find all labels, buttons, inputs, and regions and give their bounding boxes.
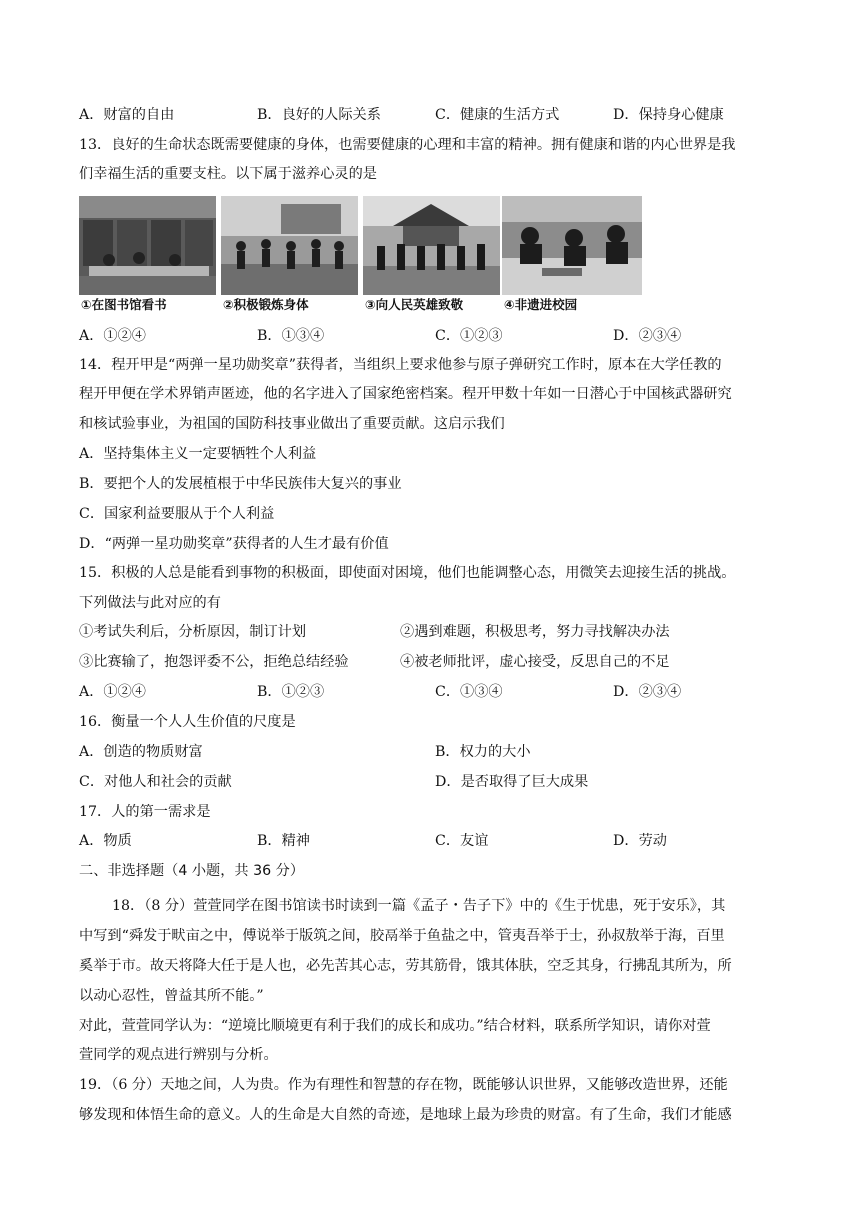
q14-option-c: C．国家利益要服从于个人利益 [79, 506, 275, 522]
q14-stem-line1: 14．程开甲是“两弹一星功勋奖章”获得者，当组织上要求他参与原子弹研究工作时，原本在大学任教的 [79, 357, 722, 373]
q17-option-d: D．劳动 [613, 833, 667, 849]
caption-exercise: ②积极锻炼身体 [221, 295, 358, 314]
q15-option-a: A．①②④ [79, 684, 146, 700]
q16-stem: 16．衡量一个人人生价值的尺度是 [79, 714, 296, 730]
q18-line1: 18．（8 分）萱萱同学在图书馆读书时读到一篇《孟子・告子下》中的《生于忧患，死于安乐》，其 [112, 898, 726, 914]
caption-heritage: ④非遗进校园 [502, 295, 642, 314]
q15-stem-line1: 15．积极的人总是能看到事物的积极面，即使面对困境，他们也能调整心态，用微笑去迎接生活的挑战。 [79, 565, 736, 581]
q16-option-b: B．权力的大小 [435, 744, 531, 760]
q19-line1: 19．（6 分）天地之间，人为贵。作为有理性和智慧的存在物，既能够认识世界，又能够改造世界，还能 [79, 1077, 728, 1093]
q13-option-a: A．①②④ [79, 328, 146, 344]
q18-line6: 萱同学的观点进行辨别与分析。 [79, 1047, 278, 1063]
q17-stem: 17．人的第一需求是 [79, 804, 211, 820]
q13-option-c: C．①②③ [435, 328, 503, 344]
q13-stem-line1: 13．良好的生命状态既需要健康的身体，也需要健康的心理和丰富的精神。拥有健康和谐的内心世界是我 [79, 137, 736, 153]
q12-option-a: A．财富的自由 [79, 107, 175, 123]
q13-option-d: D．②③④ [613, 328, 682, 344]
photo-heroes-tribute [363, 196, 500, 314]
q18-line3: 奚举于市。故天将降大任于是人也，必先苦其心志，劳其筋骨，饿其体肤，空乏其身，行拂乱其所为，所 [79, 958, 732, 974]
q15-option-b: B．①②③ [257, 684, 325, 700]
q15-stem-line2: 下列做法与此对应的有 [79, 595, 221, 611]
q14-option-d: D．“两弹一星功勋奖章”获得者的人生才最有价值 [79, 536, 389, 552]
q15-item-3: ③比赛输了，抱怨评委不公，拒绝总结经验 [79, 654, 349, 670]
photo-heritage-campus [502, 196, 642, 314]
q17-option-b: B．精神 [257, 833, 310, 849]
q15-option-c: C．①③④ [435, 684, 503, 700]
q16-option-d: D．是否取得了巨大成果 [435, 774, 589, 790]
q13-option-b: B．①③④ [257, 328, 325, 344]
q16-option-c: C．对他人和社会的贡献 [79, 774, 232, 790]
q16-option-a: A．创造的物质财富 [79, 744, 203, 760]
q13-stem-line2: 们幸福生活的重要支柱。以下属于滋养心灵的是 [79, 166, 377, 182]
caption-heroes: ③向人民英雄致敬 [363, 295, 500, 314]
photo-library-reading [79, 196, 216, 314]
q12-option-c: C．健康的生活方式 [435, 107, 560, 123]
q19-line2: 够发现和体悟生命的意义。人的生命是大自然的奇迹，是地球上最为珍贵的财富。有了生命，我们才能感 [79, 1107, 732, 1123]
q14-stem-line2: 程开甲便在学术界销声匿迹，他的名字进入了国家绝密档案。程开甲数十年如一日潜心于中国核武器研究 [79, 386, 732, 402]
q14-option-b: B．要把个人的发展植根于中华民族伟大复兴的事业 [79, 476, 402, 492]
q17-option-a: A．物质 [79, 833, 132, 849]
q15-item-4: ④被老师批评，虚心接受，反思自己的不足 [400, 654, 670, 670]
q18-line4: 以动心忍性，曾益其所不能。” [79, 988, 264, 1004]
q12-option-b: B．良好的人际关系 [257, 107, 381, 123]
q14-option-a: A．坚持集体主义一定要牺牲个人利益 [79, 446, 317, 462]
caption-library: ①在图书馆看书 [79, 295, 216, 314]
q12-option-d: D．保持身心健康 [613, 107, 724, 123]
q18-line2: 中写到“舜发于畎亩之中，傅说举于版筑之间，胶鬲举于鱼盐之中，管夷吾举于士，孙叔敖举于海，百里 [79, 928, 725, 944]
q17-option-c: C．友谊 [435, 833, 489, 849]
q18-line5: 对此，萱萱同学认为：“逆境比顺境更有利于我们的成长和成功。”结合材料，联系所学知识，请你对萱 [79, 1018, 711, 1034]
q15-item-2: ②遇到难题，积极思考，努力寻找解决办法 [400, 624, 670, 640]
q14-stem-line3: 和核试验事业，为祖国的国防科技事业做出了重要贡献。这启示我们 [79, 416, 505, 432]
q15-option-d: D．②③④ [613, 684, 682, 700]
q15-item-1: ①考试失利后，分析原因，制订计划 [79, 624, 307, 640]
photo-exercise [221, 196, 358, 314]
section-2-heading: 二、非选择题（4 小题，共 36 分） [79, 863, 305, 879]
